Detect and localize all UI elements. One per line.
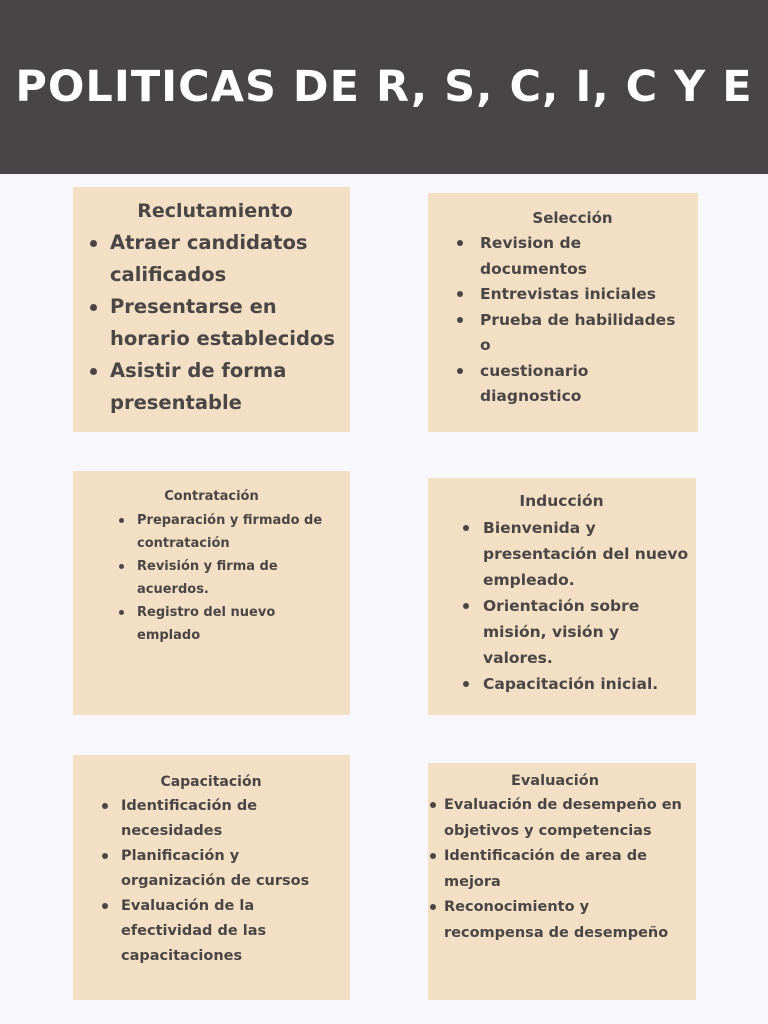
list-item: Reconocimiento y recompensa de desempeño bbox=[428, 895, 692, 946]
header-banner bbox=[0, 0, 768, 174]
card-title: Evaluación bbox=[510, 773, 600, 789]
card-contratacion bbox=[73, 471, 350, 715]
list-item: Asistir de forma presentable bbox=[88, 355, 342, 419]
list-item: Entrevistas iniciales bbox=[455, 282, 690, 308]
card-seleccion bbox=[428, 193, 698, 432]
card-induccion bbox=[428, 478, 696, 715]
list-item: Registro del nuevo emplado bbox=[117, 601, 342, 647]
list-item: Prueba de habilidades o bbox=[455, 308, 690, 359]
card-title: Capacitación bbox=[160, 774, 262, 790]
list-item: cuestionario diagnostico bbox=[455, 359, 690, 410]
list-item: Capacitación inicial. bbox=[461, 671, 690, 697]
card-list bbox=[100, 794, 342, 969]
list-item: Identificación de area de mejora bbox=[428, 844, 692, 895]
list-item: Evaluación de desempeño en objetivos y competencias bbox=[428, 793, 692, 844]
card-list bbox=[88, 227, 342, 419]
list-item: Bienvenida y presentación del nuevo empleado. bbox=[461, 515, 690, 593]
list-item: Revision de documentos bbox=[455, 231, 690, 282]
card-title: Selección bbox=[532, 209, 613, 227]
list-item: Atraer candidatos calificados bbox=[88, 227, 342, 291]
card-evaluacion bbox=[428, 763, 696, 1000]
card-list bbox=[455, 231, 690, 410]
list-item: Revisión y firma de acuerdos. bbox=[117, 555, 342, 601]
list-item: Presentarse en horario establecidos bbox=[88, 291, 342, 355]
card-list bbox=[428, 793, 692, 946]
card-reclutamiento bbox=[73, 187, 350, 432]
card-list bbox=[461, 515, 690, 697]
card-title: Contratación bbox=[164, 489, 259, 504]
list-item: Identificación de necesidades bbox=[100, 794, 342, 844]
list-item: Orientación sobre misión, visión y valores. bbox=[461, 593, 690, 671]
card-title: Inducción bbox=[519, 492, 604, 510]
card-list bbox=[117, 509, 342, 647]
list-item: Preparación y firmado de contratación bbox=[117, 509, 342, 555]
page-title: POLITICAS DE R, S, C, I, C Y E bbox=[15, 62, 753, 112]
list-item: Planificación y organización de cursos bbox=[100, 844, 342, 894]
list-item: Evaluación de la efectividad de las capacitaciones bbox=[100, 894, 342, 969]
card-capacitacion bbox=[73, 755, 350, 1000]
card-title: Reclutamiento bbox=[137, 200, 293, 222]
